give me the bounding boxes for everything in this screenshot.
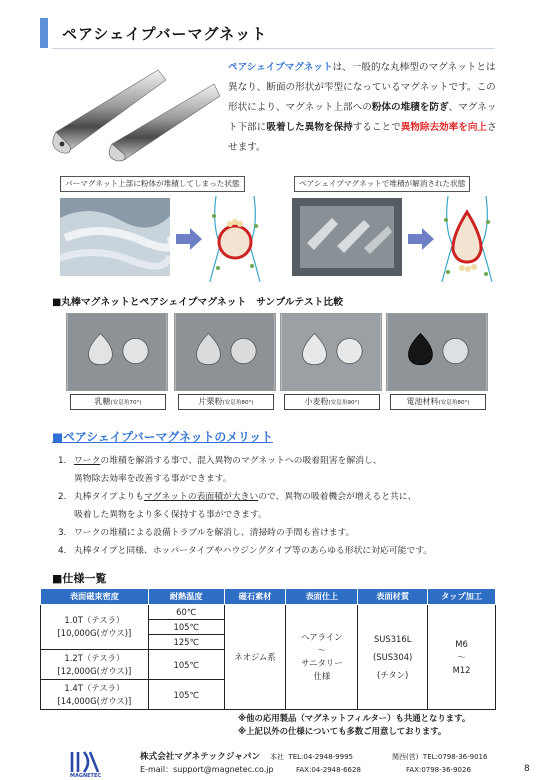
merit-list bbox=[58, 452, 498, 560]
spec-header-row bbox=[41, 589, 496, 605]
temp-cell: 60℃ bbox=[148, 605, 224, 620]
spec-header-finish: 表面仕上 bbox=[286, 589, 358, 605]
west-fax: FAX:0798-36-9026 bbox=[406, 766, 471, 774]
flux-cell-3: 1.4T（テスラ） [14,000G(ガウス)] bbox=[41, 680, 149, 710]
sample-photo-potato-starch bbox=[174, 313, 276, 391]
footer bbox=[70, 748, 520, 778]
merit-heading: ■ペアシェイプバーマグネットのメリット bbox=[52, 430, 273, 444]
caption-before: バーマグネット上部に粉体が堆積してしまった状態 bbox=[60, 176, 245, 192]
flux-cell-2: 1.2T（テスラ） [12,000G(ガウス)] bbox=[41, 650, 149, 680]
spec-table bbox=[40, 588, 496, 710]
sample-label-battery-material: 電池材料(安息角80°) bbox=[390, 394, 486, 410]
intro-text-1: は、一般的な丸棒型のマグネットとは異なり、断面の形状が雫型になっているマグネットです。この形状により、マグネット上部への bbox=[228, 62, 496, 113]
hq-contact: 本社 TEL:04-2948-9995 bbox=[270, 753, 353, 761]
sample-photo-wheat-flour bbox=[280, 313, 382, 391]
sample-test-heading: ■丸棒マグネットとペアシェイプマグネット サンプルテスト比較 bbox=[52, 297, 344, 308]
intro-highlight-2: 吸着した異物を保持 bbox=[266, 122, 353, 133]
note-2: ※上記以外の仕様についても多数ご用意しております。 bbox=[238, 726, 447, 736]
page-title: ペアシェイプバーマグネット bbox=[62, 24, 268, 43]
title-bar bbox=[40, 18, 495, 48]
intro-paragraph bbox=[228, 58, 498, 158]
merit-item-1: 1. ワークの堆積を解消する事で、混入異物のマグネットへの吸着阻害を解消し、 異物除去効率を改善する事ができます。 bbox=[58, 456, 382, 484]
finish-cell: ヘアライン 〜 サニタリー 仕様 bbox=[286, 605, 358, 710]
company-logo-icon bbox=[70, 748, 130, 778]
sample-label-wheat-flour: 小麦粉(安息角90°) bbox=[284, 394, 380, 410]
table-row bbox=[41, 605, 496, 620]
teardrop-diagram bbox=[438, 196, 496, 282]
temp-cell: 105℃ bbox=[148, 620, 224, 635]
company-name: 株式会社マグネテックジャパン bbox=[140, 752, 261, 762]
logo-text: MAGNETEC bbox=[70, 773, 102, 778]
title-accent-bar bbox=[40, 18, 48, 48]
round-bar-diagram bbox=[206, 196, 264, 282]
temp-cell: 105℃ bbox=[148, 650, 224, 680]
temp-cell: 125℃ bbox=[148, 635, 224, 650]
intro-highlight-1: 粉体の堆積を防ぎ bbox=[371, 102, 449, 113]
teardrop-magnet-image bbox=[48, 62, 220, 162]
merit-item-4: 4. 丸棒タイプと同様、ホッパータイプやハウジングタイプ等のあらゆる形状に対応可能です。 bbox=[58, 546, 433, 556]
temp-cell: 105℃ bbox=[148, 680, 224, 710]
intro-text-3: することで bbox=[352, 122, 401, 133]
title-underline bbox=[52, 48, 495, 49]
note-1: ※他の応用製品（マグネットフィルター）も共通となります。 bbox=[238, 713, 471, 723]
magnet-cell: ネオジム系 bbox=[224, 605, 286, 710]
intro-highlight-red: 異物除去効率を向上 bbox=[400, 122, 488, 133]
intro-text-4: させます。 bbox=[228, 122, 497, 153]
spec-heading: ■仕様一覧 bbox=[52, 572, 107, 585]
arrow-right-icon-2 bbox=[408, 228, 434, 250]
teardrop-installed-photo bbox=[292, 198, 402, 276]
hq-fax: FAX:04-2948-6628 bbox=[296, 766, 361, 774]
powder-accumulated-photo bbox=[60, 198, 170, 276]
spec-header-temp: 耐熱温度 bbox=[148, 589, 224, 605]
arrow-right-icon bbox=[176, 228, 202, 250]
merit-item-2: 2. 丸棒タイプよりもマグネットの表面積が大きいので、異物の吸着機会が増えると共に、 吸着した異物をより多く保持する事ができます。 bbox=[58, 492, 417, 520]
spec-header-flux: 表面磁束密度 bbox=[41, 589, 149, 605]
material-cell: SUS316L (SUS304) (チタン) bbox=[358, 605, 428, 710]
spec-header-material: 表面材質 bbox=[358, 589, 428, 605]
flux-cell-1: 1.0T（テスラ） [10,000G(ガウス)] bbox=[41, 605, 149, 650]
merit-item-3: 3. ワークの堆積による設備トラブルを解消し、清掃時の手間も省けます。 bbox=[58, 528, 355, 538]
tap-cell: M6 〜 M12 bbox=[428, 605, 496, 710]
spec-header-magnet: 磁石素材 bbox=[224, 589, 286, 605]
notes bbox=[238, 712, 508, 738]
west-contact: 関西(営) TEL:0798-36-9016 bbox=[392, 753, 488, 761]
caption-after: ペアシェイプマグネットで堆積が解消された状態 bbox=[294, 176, 470, 192]
sample-label-potato-starch: 片栗粉(安息角80°) bbox=[178, 394, 274, 410]
sample-photo-lactose bbox=[66, 313, 168, 391]
intro-product-name: ペアシェイプマグネット bbox=[228, 62, 333, 73]
sample-label-lactose: 乳糖(安息角70°) bbox=[70, 394, 166, 410]
company-email: E-mail：support@magnetec.co.jp bbox=[140, 765, 274, 774]
page-number: 8 bbox=[524, 764, 530, 774]
sample-photo-battery-material bbox=[386, 313, 488, 391]
intro-text-2: 、マグネット下部に bbox=[228, 102, 497, 133]
spec-header-tap: タップ加工 bbox=[428, 589, 496, 605]
